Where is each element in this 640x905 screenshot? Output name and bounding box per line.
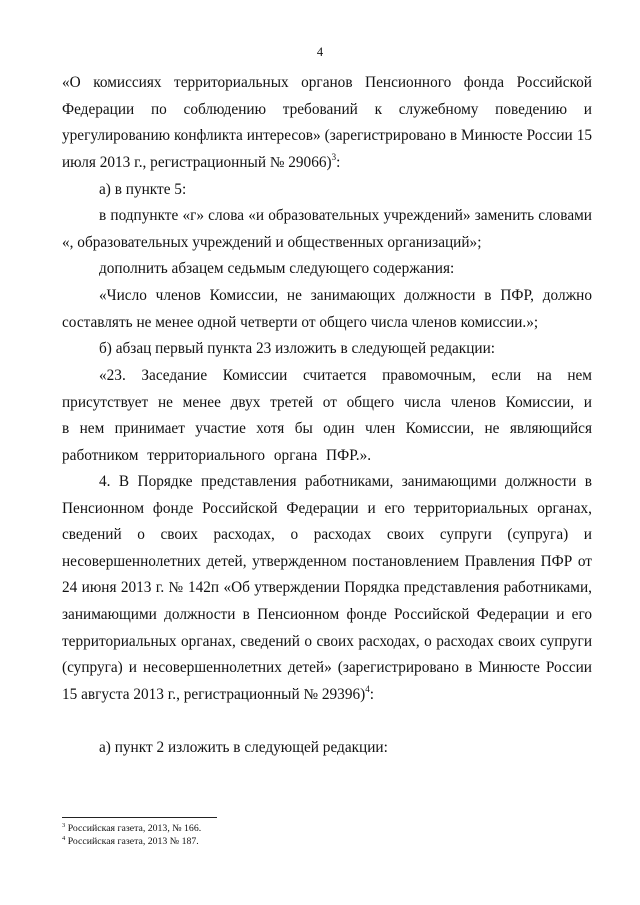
paragraph-item-b-point-23: б) абзац первый пункта 23 изложить в следующей редакции: [99,340,496,357]
footnote-text: Российская газета, 2013, № 166. [67,823,202,834]
footnote-3 [62,823,462,836]
footnotes [62,823,462,849]
paragraph-text: «О комиссиях территориальных органов Пенсионного фонда Российской Федерации по соблюдению требований к служебному поведению и урегулированию конфликта интересов» (зарегистрировано в Минюсте России 15 июля 2013 г., регистрационный № 29066) [62,74,592,171]
footnote-text: Российская газета, 2013 № 187. [67,835,199,847]
footnote-ref-4: 4 [365,683,370,694]
paragraph-commission-title [62,70,592,176]
paragraph-tail: : [336,153,341,171]
paragraph-subpoint-g: в подпункте «г» слова «и образовательных учреждений» заменить словами «, образовательных учреждений и общественных организаций»; [62,207,592,251]
paragraph-add-seventh: дополнить абзацем седьмым следующего содержания: [99,260,455,277]
footnote-4 [62,836,462,849]
footnote-ref-3: 3 [331,151,337,162]
paragraph-item-a-point-5: а) в пункте 5: [99,181,187,198]
paragraph-item-a-point-2: а) пункт 2 изложить в следующей редакции: [99,739,388,756]
paragraph-member-count: «Число членов Комиссии, не занимающих должности в ПФР, должно составлять не менее одной четверти от общего числа членов комиссии.»; [62,287,592,331]
footnote-divider [62,817,217,818]
footnote-number: 4 [62,834,66,842]
page-number: 4 [316,45,324,59]
paragraph-text: 4. В Порядке представления работниками, занимающими должности в Пенсионном фонде Российской Федерации и его территориальных органах, сведений о своих расходах, о расходах своих супруги (супруга) и несовершеннолетних детей, утвержденном постановлением Правления ПФР от 24 июня 2013 г. № 142п «Об утверждении Порядка представления работниками, занимающими должности в Пенсионном фонде Российской Федерации и его территориальных органах, сведений о своих расходах, о расходах своих супруги (супруга) и несовершеннолетних детей» (зарегистрировано в Минюсте России 15 августа 2013 г., регистрационный № 29396) [62,473,592,703]
paragraph-quorum: «23. Заседание Комиссии считается правомочным, если на нем присутствует не менее двух третей от общего числа членов Комиссии, и в нем принимает участие хотя бы один член Комиссии, не являющийся работником территориального органа ПФР.». [62,367,592,464]
paragraph-section-4 [62,469,592,708]
paragraph-tail: : [369,685,374,703]
footnote-number: 3 [62,822,66,829]
